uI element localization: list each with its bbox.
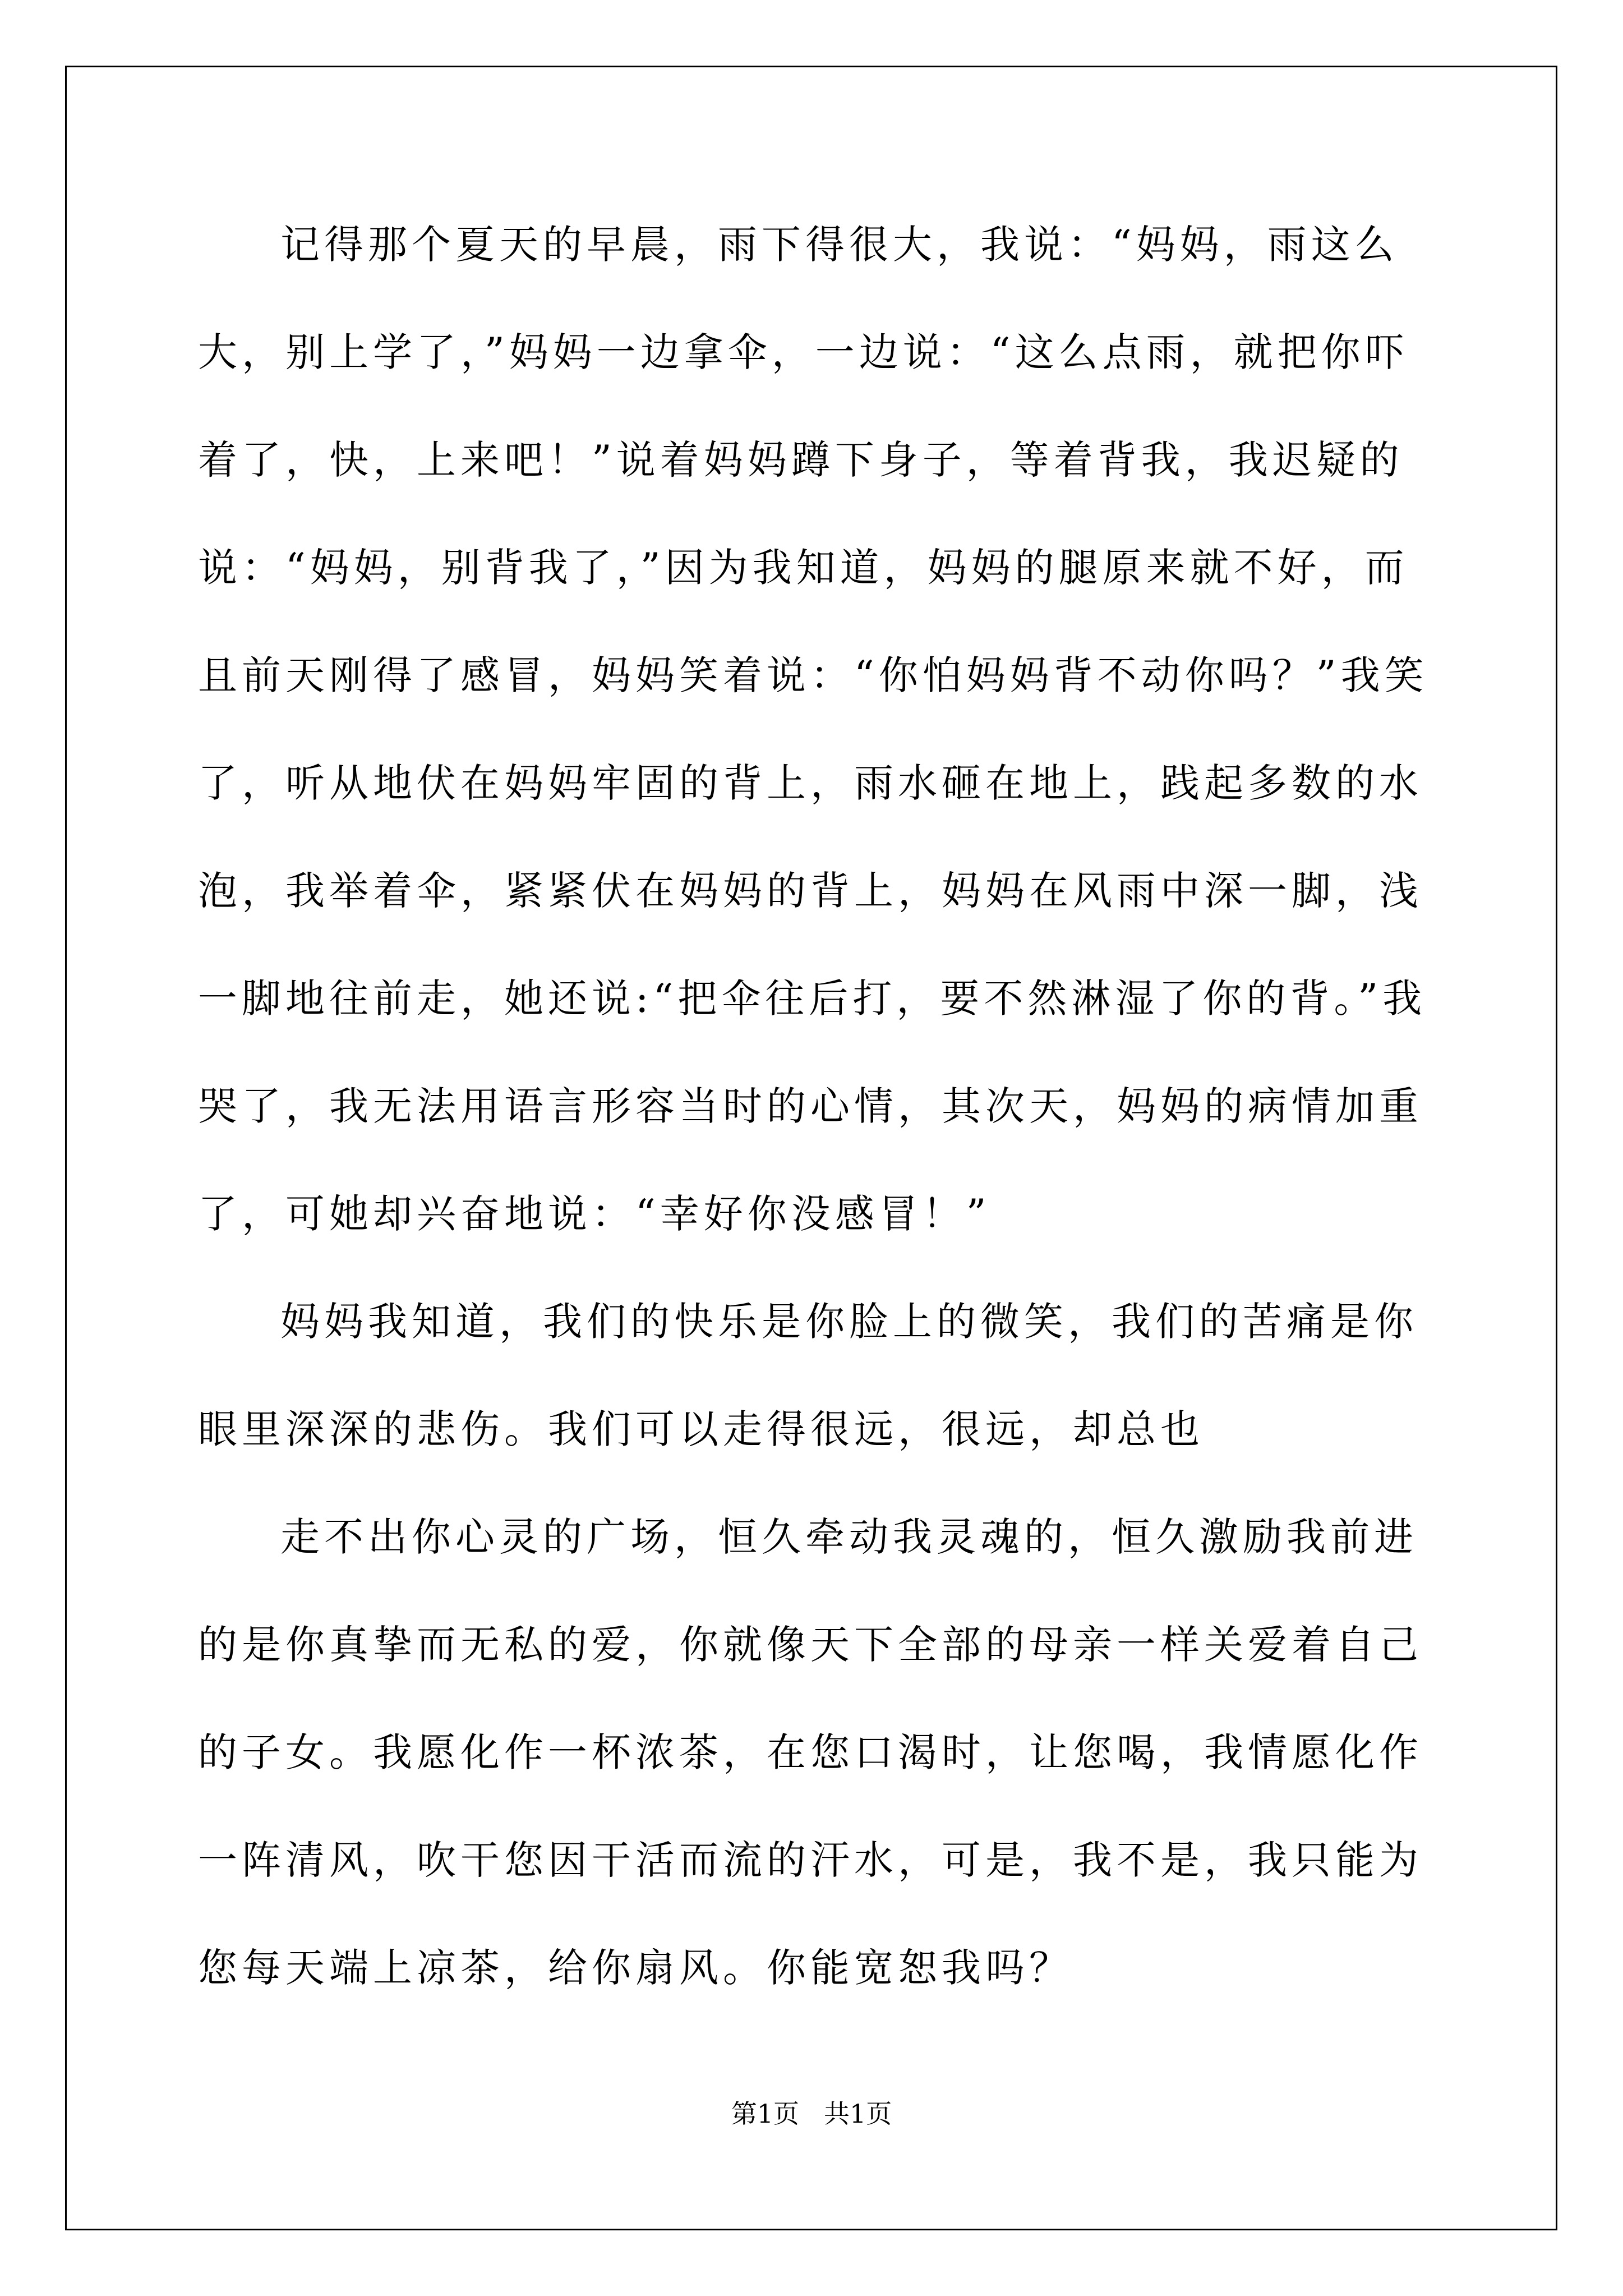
paragraph-1: 记得那个夏天的早晨，雨下得很大，我说：“妈妈，雨这么大，别上学了，”妈妈一边拿伞，一边说：“这么点雨，就把你吓着了，快，上来吧！”说着妈妈蹲下身子，等着背我，我迟疑的说：“妈妈，别背我了，”因为我知道，妈妈的腿原来就不好，而且前天刚得了感冒，妈妈笑着说：“你怕妈妈背不动你吗？”我笑了，听从地伏在妈妈牢固的背上，雨水砸在地上，践起多数的水泡，我举着伞，紧紧伏在妈妈的背上，妈妈在风雨中深一脚，浅一脚地往前走，她还说:“把伞往后打，要不然淋湿了你的背。”我哭了，我无法用语言形容当时的心情，其次天，妈妈的病情加重了，可她却兴奋地说：“幸好你没感冒！” bbox=[198, 222, 1428, 1237]
document-body bbox=[198, 191, 1432, 2022]
paragraph-2: 妈妈我知道，我们的快乐是你脸上的微笑，我们的苦痛是你眼里深深的悲伤。我们可以走得很远，很远，却总也 bbox=[198, 1299, 1418, 1452]
page-footer bbox=[0, 2097, 1623, 2131]
page-number: 第1页 bbox=[731, 2099, 800, 2129]
paragraph-3: 走不出你心灵的广场，恒久牵动我灵魂的，恒久激励我前进的是你真挚而无私的爱，你就像天下全部的母亲一样关爱着自己的子女。我愿化作一杯浓茶，在您口渴时，让您喝，我情愿化作一阵清风，吹干您因干活而流的汗水，可是，我不是，我只能为您每天端上凉茶，给你扇风。你能宽恕我吗？ bbox=[198, 1514, 1423, 1991]
page-total: 共1页 bbox=[823, 2099, 892, 2129]
